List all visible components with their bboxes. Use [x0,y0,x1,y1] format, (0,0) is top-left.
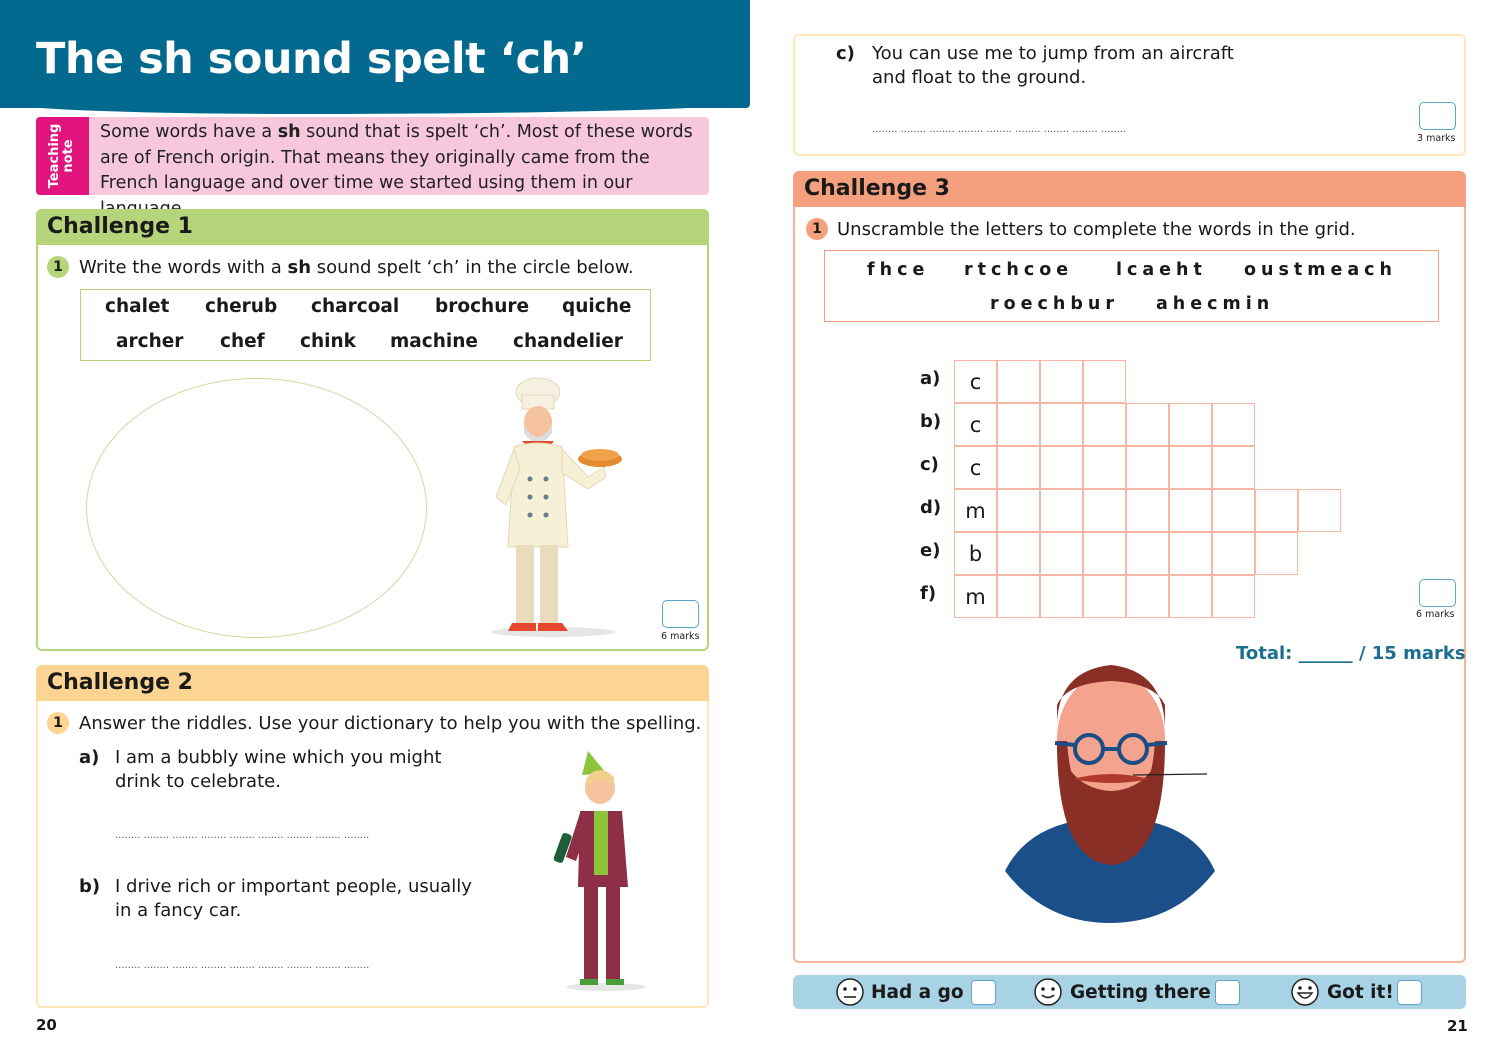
self-assessment-bar [793,975,1466,1009]
grid-cell[interactable] [997,489,1040,532]
grid-cell[interactable] [1040,403,1083,446]
riddle-letter: b) [79,876,101,897]
word: chalet [105,296,170,317]
grid-cell-given-letter: c [954,446,997,489]
challenge-3-title: Challenge 3 [804,176,950,201]
word: chandelier [513,331,623,352]
riddle-line: I am a bubbly wine which you might [115,747,442,768]
grid-cell[interactable] [997,360,1040,403]
question-text: Answer the riddles. Use your dictionary to help you with the spelling. [79,713,702,734]
grid-cell[interactable] [997,446,1040,489]
q-text-1: Write the words with a [79,257,288,278]
grid-cell[interactable] [1255,532,1298,575]
answer-line[interactable]: ........ ........ ........ ........ ........ ........ ........ ........ ........ [872,124,1127,135]
challenge-2-continued-panel [793,34,1466,156]
total-label: Total: [1236,643,1293,664]
grid-cell[interactable] [1040,360,1083,403]
grid-cell-given-letter: m [954,489,997,532]
riddle-line: I drive rich or important people, usually [115,876,472,897]
grid-cell[interactable] [997,403,1040,446]
grid-cell-given-letter: c [954,360,997,403]
word: quiche [562,296,632,317]
grid-cell[interactable] [1083,489,1126,532]
challenge-3-panel [793,171,1466,963]
riddle-line: and float to the ground. [872,67,1087,88]
word: brochure [435,296,530,317]
teaching-note-tab-label [48,124,76,189]
page-number-left: 20 [36,1016,57,1034]
grid-cell[interactable] [1083,532,1126,575]
question-text [79,257,634,278]
answer-line[interactable]: ........ ........ ........ ........ ........ ........ ........ ........ ........ [115,960,370,971]
grid-row-label: a) [920,368,941,389]
grid-cell[interactable] [1083,403,1126,446]
party-man-illustration [548,747,658,992]
answer-line[interactable]: ........ ........ ........ ........ ........ ........ ........ ........ ........ [115,830,370,841]
grid-cell[interactable] [1255,489,1298,532]
total-score [1236,643,1466,664]
grid-cell[interactable] [1169,489,1212,532]
grid-cell[interactable] [1040,532,1083,575]
grid-cell[interactable] [1169,403,1212,446]
riddle-letter: a) [79,747,100,768]
word: chef [220,331,265,352]
riddle-line: You can use me to jump from an aircraft [872,43,1234,64]
tab-line-1: Teaching [47,123,62,189]
challenge-2-title: Challenge 2 [47,670,193,695]
question-number: 1 [47,256,69,278]
grid-row-label: d) [920,497,942,518]
progress-label: Had a go [871,982,964,1003]
scrambled-word: fhce [867,260,930,280]
scrambled-word: ahecmin [1156,294,1275,314]
marks-box[interactable] [1419,102,1456,130]
teaching-note [36,117,709,195]
marks-box[interactable] [1419,579,1456,607]
riddle-letter: c) [836,43,855,64]
scrambled-word: oustmeach [1244,260,1398,280]
page-number-right: 21 [1447,1017,1468,1035]
grid-row-label: c) [920,454,939,475]
grid-cell[interactable] [1083,360,1126,403]
grid-row-label: b) [920,411,942,432]
total-suffix: / 15 marks [1358,643,1466,664]
q-text-2: sound spelt ‘ch’ in the circle below. [311,257,634,278]
progress-label: Got it! [1327,982,1394,1003]
grin-face-icon [1290,977,1320,1007]
grid-cell-given-letter: b [954,532,997,575]
neutral-face-icon [835,977,865,1007]
grid-row-label: e) [920,540,941,561]
progress-label: Getting there [1070,982,1211,1003]
marks-box[interactable] [662,600,699,628]
chef-illustration [478,377,638,639]
grid-cell[interactable] [1169,446,1212,489]
word: archer [116,331,184,352]
challenge-2-header [36,665,709,701]
word: machine [390,331,478,352]
grid-cell[interactable] [1212,489,1255,532]
grid-cell[interactable] [997,532,1040,575]
grid-cell[interactable] [1126,532,1169,575]
grid-cell[interactable] [1083,575,1126,618]
question-number: 1 [806,218,828,240]
grid-cell[interactable] [1040,575,1083,618]
grid-cell[interactable] [1169,532,1212,575]
scrambled-word: lcaeht [1116,260,1207,280]
teaching-note-text [100,120,700,222]
challenge-1-header [36,209,709,245]
grid-cell[interactable] [1212,403,1255,446]
scrambled-words-box [824,250,1439,322]
note-text-1: Some words have a [100,122,278,142]
grid-cell[interactable] [1169,575,1212,618]
teaching-note-tab [36,117,89,195]
scrambled-word: rtchcoe [964,260,1074,280]
progress-checkbox[interactable] [1397,980,1422,1005]
grid-cell-given-letter: m [954,575,997,618]
grid-cell[interactable] [1212,575,1255,618]
grid-cell-given-letter: c [954,403,997,446]
total-blank[interactable]: ______ [1298,643,1353,664]
q-text-bold: sh [287,257,312,278]
marks-label: 3 marks [1417,133,1456,144]
riddle-line: drink to celebrate. [115,771,281,792]
grid-cell[interactable] [1212,532,1255,575]
grid-cell[interactable] [1040,489,1083,532]
grid-cell[interactable] [1212,446,1255,489]
grid-cell[interactable] [1083,446,1126,489]
marks-label: 6 marks [1416,609,1455,620]
bearded-man-illustration [1005,661,1217,923]
scrambled-word: roechbur [990,294,1119,314]
tab-line-2: note [61,139,76,173]
answer-circle[interactable] [86,378,427,638]
grid-cell[interactable] [1126,403,1169,446]
word: cherub [205,296,278,317]
grid-row-label: f) [920,583,937,604]
challenge-3-header [793,171,1466,207]
challenge-2-panel [36,665,709,1008]
progress-checkbox[interactable] [971,980,996,1005]
question-number: 1 [47,712,69,734]
grid-cell[interactable] [1126,446,1169,489]
grid-cell[interactable] [1040,446,1083,489]
question-text: Unscramble the letters to complete the words in the grid. [837,219,1356,240]
grid-cell[interactable] [997,575,1040,618]
riddle-line: in a fancy car. [115,900,242,921]
progress-checkbox[interactable] [1215,980,1240,1005]
marks-label: 6 marks [661,631,700,642]
smile-face-icon [1033,977,1063,1007]
word: chink [300,331,356,352]
grid-cell[interactable] [1126,575,1169,618]
note-text-bold: sh [277,122,301,142]
challenge-1-title: Challenge 1 [47,214,193,239]
challenge-1-panel [36,209,709,651]
grid-cell[interactable] [1298,489,1341,532]
page-title: The sh sound spelt ‘ch’ [36,34,587,84]
word: charcoal [311,296,400,317]
word-bank [80,289,651,361]
note-text-2: sound that is spelt ‘ch’. Most of these words are of French origin. That means they originally came from the French language and over time we started using them in our [100,122,693,193]
grid-cell[interactable] [1126,489,1169,532]
